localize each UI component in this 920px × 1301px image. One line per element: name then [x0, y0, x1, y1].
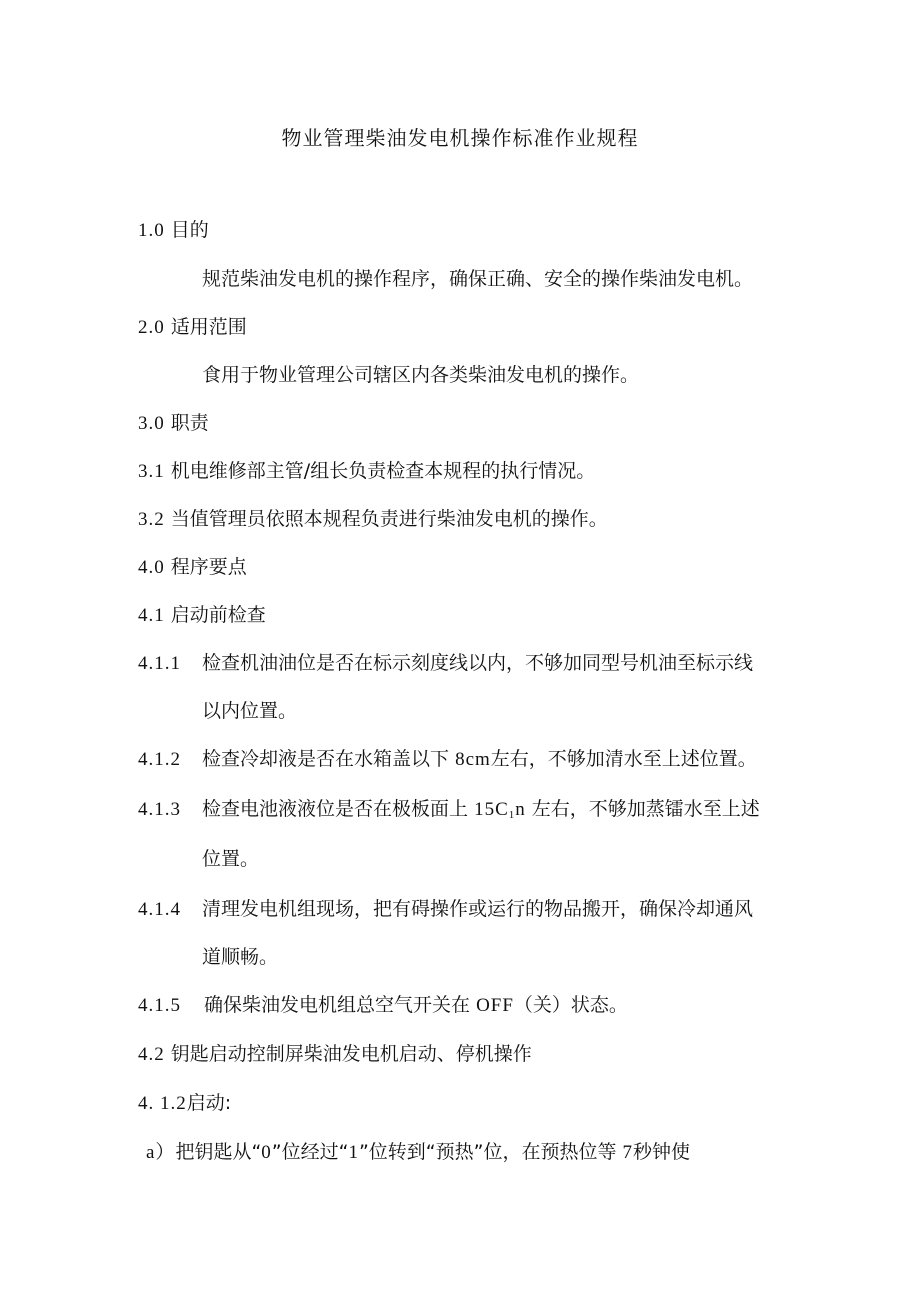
seconds-value: 7 — [622, 1142, 634, 1163]
section-number: 3.1 — [138, 461, 165, 482]
section-3-1 — [138, 458, 595, 485]
section-title: 启动前检查 — [170, 604, 266, 626]
section-text: 机电维修部主管/组长负责检查本规程的执行情况。 — [170, 460, 596, 482]
section-title: 程序要点 — [170, 556, 247, 578]
item-text: 检查机油油位是否在标示刻度线以内，不够加同型号机油至标示线 — [202, 652, 754, 674]
item-text: 清理发电机组现场，把有碍操作或运行的物品搬开，确保冷却通风 — [202, 898, 754, 920]
item-4-1-3-continuation: 位置。 — [202, 848, 260, 870]
item-4-1-4-continuation: 道顺畅。 — [202, 946, 279, 968]
subsection-start-heading — [138, 1090, 231, 1117]
switch-state: OFF — [476, 995, 514, 1016]
item-4-1-3 — [138, 796, 760, 828]
section-3-heading — [138, 410, 209, 437]
section-number: 2.0 — [138, 317, 165, 338]
item-number: 4.1.2 — [138, 749, 181, 770]
section-2-heading — [138, 314, 247, 341]
measurement-value: 8cm — [455, 749, 491, 770]
section-number: 4.2 — [138, 1044, 165, 1065]
item-number: 4.1.1 — [138, 653, 181, 674]
item-text: 检查冷却液是否在水箱盖以下 — [202, 748, 450, 770]
section-text: 当值管理员依照本规程负责进行柴油发电机的操作。 — [170, 508, 608, 530]
step-text: ”位经过“ — [271, 1141, 349, 1163]
section-number: 4.1 — [138, 605, 165, 626]
section-title: 目的 — [170, 219, 209, 241]
item-text: 确保柴油发电机组总空气开关在 — [204, 994, 471, 1016]
section-3-2 — [138, 506, 608, 533]
section-number: 4. 1.2 — [138, 1093, 187, 1114]
document-title: 物业管理柴油发电机操作标准作业规程 — [281, 126, 639, 150]
item-text-end: 左右，不够加清水至上述位置。 — [490, 748, 757, 770]
section-1-body: 规范柴油发电机的操作程序，确保正确、安全的操作柴油发电机。 — [202, 268, 754, 290]
step-text-end: 秒钟使 — [633, 1141, 691, 1163]
section-number: 1.0 — [138, 220, 165, 241]
position-value: 0 — [261, 1142, 272, 1163]
item-text-end: （关）状态。 — [513, 994, 628, 1016]
item-4-1-4 — [138, 896, 753, 923]
section-title: 适用范围 — [170, 316, 247, 338]
item-text: 检查电池液液位是否在极板面上 — [202, 798, 469, 820]
item-4-1-1 — [138, 650, 753, 677]
section-title: 钥匙启动控制屏柴油发电机启动、停机操作 — [170, 1043, 532, 1065]
item-4-1-1-continuation: 以内位置。 — [202, 700, 298, 722]
step-a — [146, 1139, 690, 1166]
item-number: 4.1.5 — [138, 995, 181, 1016]
measurement-value: $15C_1n$ — [474, 799, 526, 821]
item-4-1-5 — [138, 992, 628, 1019]
section-title: 启动: — [186, 1092, 232, 1114]
step-text: 把钥匙从“ — [175, 1141, 262, 1163]
section-2-body: 食用于物业管理公司辖区内各类柴油发电机的操作。 — [202, 364, 640, 386]
section-4-1-heading — [138, 602, 266, 629]
section-number: 3.0 — [138, 413, 165, 434]
step-text: ”位转到“预热”位，在预热位等 — [358, 1141, 617, 1163]
position-value: 1 — [348, 1142, 359, 1163]
item-4-1-2 — [138, 746, 757, 773]
section-4-2-heading — [138, 1041, 532, 1068]
item-number: 4.1.4 — [138, 899, 181, 920]
section-4-heading — [138, 554, 247, 581]
item-text-end: 左右，不够加蒸镭水至上述 — [531, 798, 760, 820]
section-number: 3.2 — [138, 509, 165, 530]
section-number: 4.0 — [138, 557, 165, 578]
section-title: 职责 — [170, 412, 209, 434]
item-number: 4.1.3 — [138, 799, 181, 820]
section-1-heading — [138, 217, 209, 244]
step-label: a） — [146, 1142, 176, 1163]
